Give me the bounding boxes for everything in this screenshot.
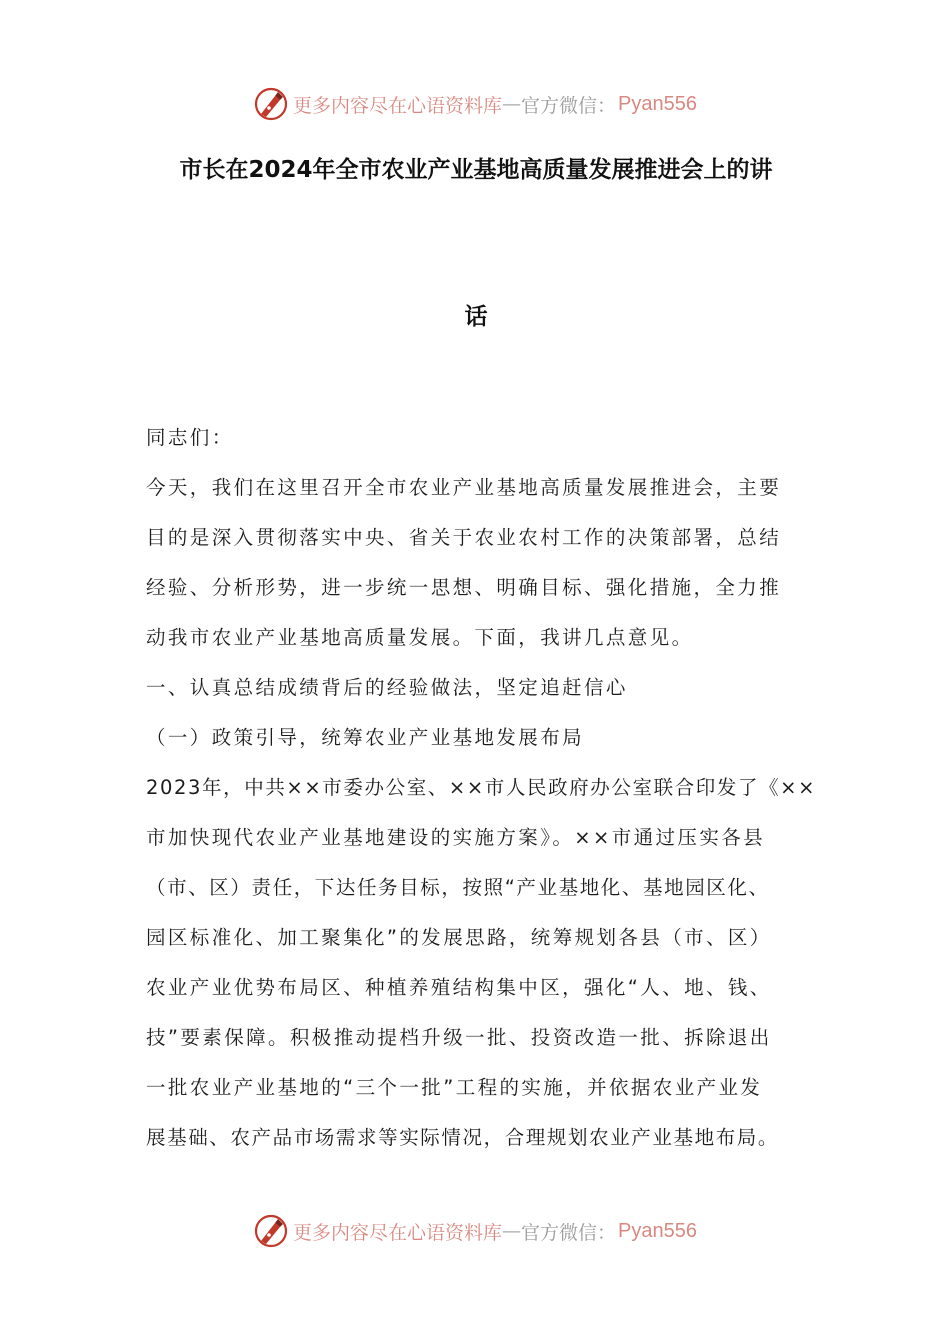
banner-wechat-label: 官方微信： — [521, 1221, 617, 1244]
paragraph-line: 2023年，中共××市委办公室、××市人民政府办公室联合印发了《×× — [146, 776, 817, 799]
pen-nib-logo-icon — [253, 1213, 289, 1249]
paragraph-line: 市加快现代农业产业基地建设的实施方案》。××市通过压实各县 — [146, 826, 766, 849]
banner-separator: — — [502, 93, 522, 115]
banner-separator: — — [502, 1220, 522, 1242]
banner-lead-text: 更多内容尽在心语资料库 — [293, 94, 503, 117]
paragraph-line: 经验、分析形势，进一步统一思想、明确目标、强化措施，全力推 — [146, 576, 782, 599]
document-body — [146, 413, 826, 1163]
document-title-line-2: 话 — [464, 304, 488, 330]
section-heading: 一、认真总结成绩背后的经验做法，坚定追赶信心 — [146, 676, 628, 699]
document-title-line-1: 市长在2024年全市农业产业基地高质量发展推进会上的讲 — [179, 157, 773, 183]
paragraph-line: 动我市农业产业基地高质量发展。下面，我讲几点意见。 — [146, 626, 694, 649]
banner-wechat-id: Pyan556 — [618, 1219, 697, 1242]
paragraph-line: 目的是深入贯彻落实中央、省关于农业农村工作的决策部署，总结 — [146, 526, 782, 549]
paragraph-line: 园区标准化、加工聚集化”的发展思路，统筹规划各县（市、区） — [146, 926, 772, 949]
paragraph-line: 农业产业优势布局区、种植养殖结构集中区，强化“人、地、钱、 — [146, 976, 772, 999]
subsection-heading: （一）政策引导，统筹农业产业基地发展布局 — [146, 726, 585, 749]
paragraph-line: 技”要素保障。积极推动提档升级一批、投资改造一批、拆除退出 — [146, 1026, 772, 1049]
paragraph-line: （市、区）责任，下达任务目标，按照“产业基地化、基地园区化、 — [146, 876, 770, 899]
banner-wechat-id: Pyan556 — [618, 92, 697, 115]
banner-lead-text: 更多内容尽在心语资料库 — [293, 1221, 503, 1244]
header-watermark-banner — [0, 84, 950, 124]
salutation: 同志们： — [146, 426, 234, 449]
paragraph-line: 展基础、农产品市场需求等实际情况，合理规划农业产业基地布局。 — [146, 1126, 780, 1149]
paragraph-line: 一批农业产业基地的“三个一批”工程的实施，并依据农业产业发 — [146, 1076, 763, 1099]
banner-wechat-label: 官方微信： — [521, 94, 617, 117]
paragraph-line: 今天，我们在这里召开全市农业产业基地高质量发展推进会，主要 — [146, 476, 782, 499]
footer-watermark-banner — [0, 1211, 950, 1251]
pen-nib-logo-icon — [253, 86, 289, 122]
